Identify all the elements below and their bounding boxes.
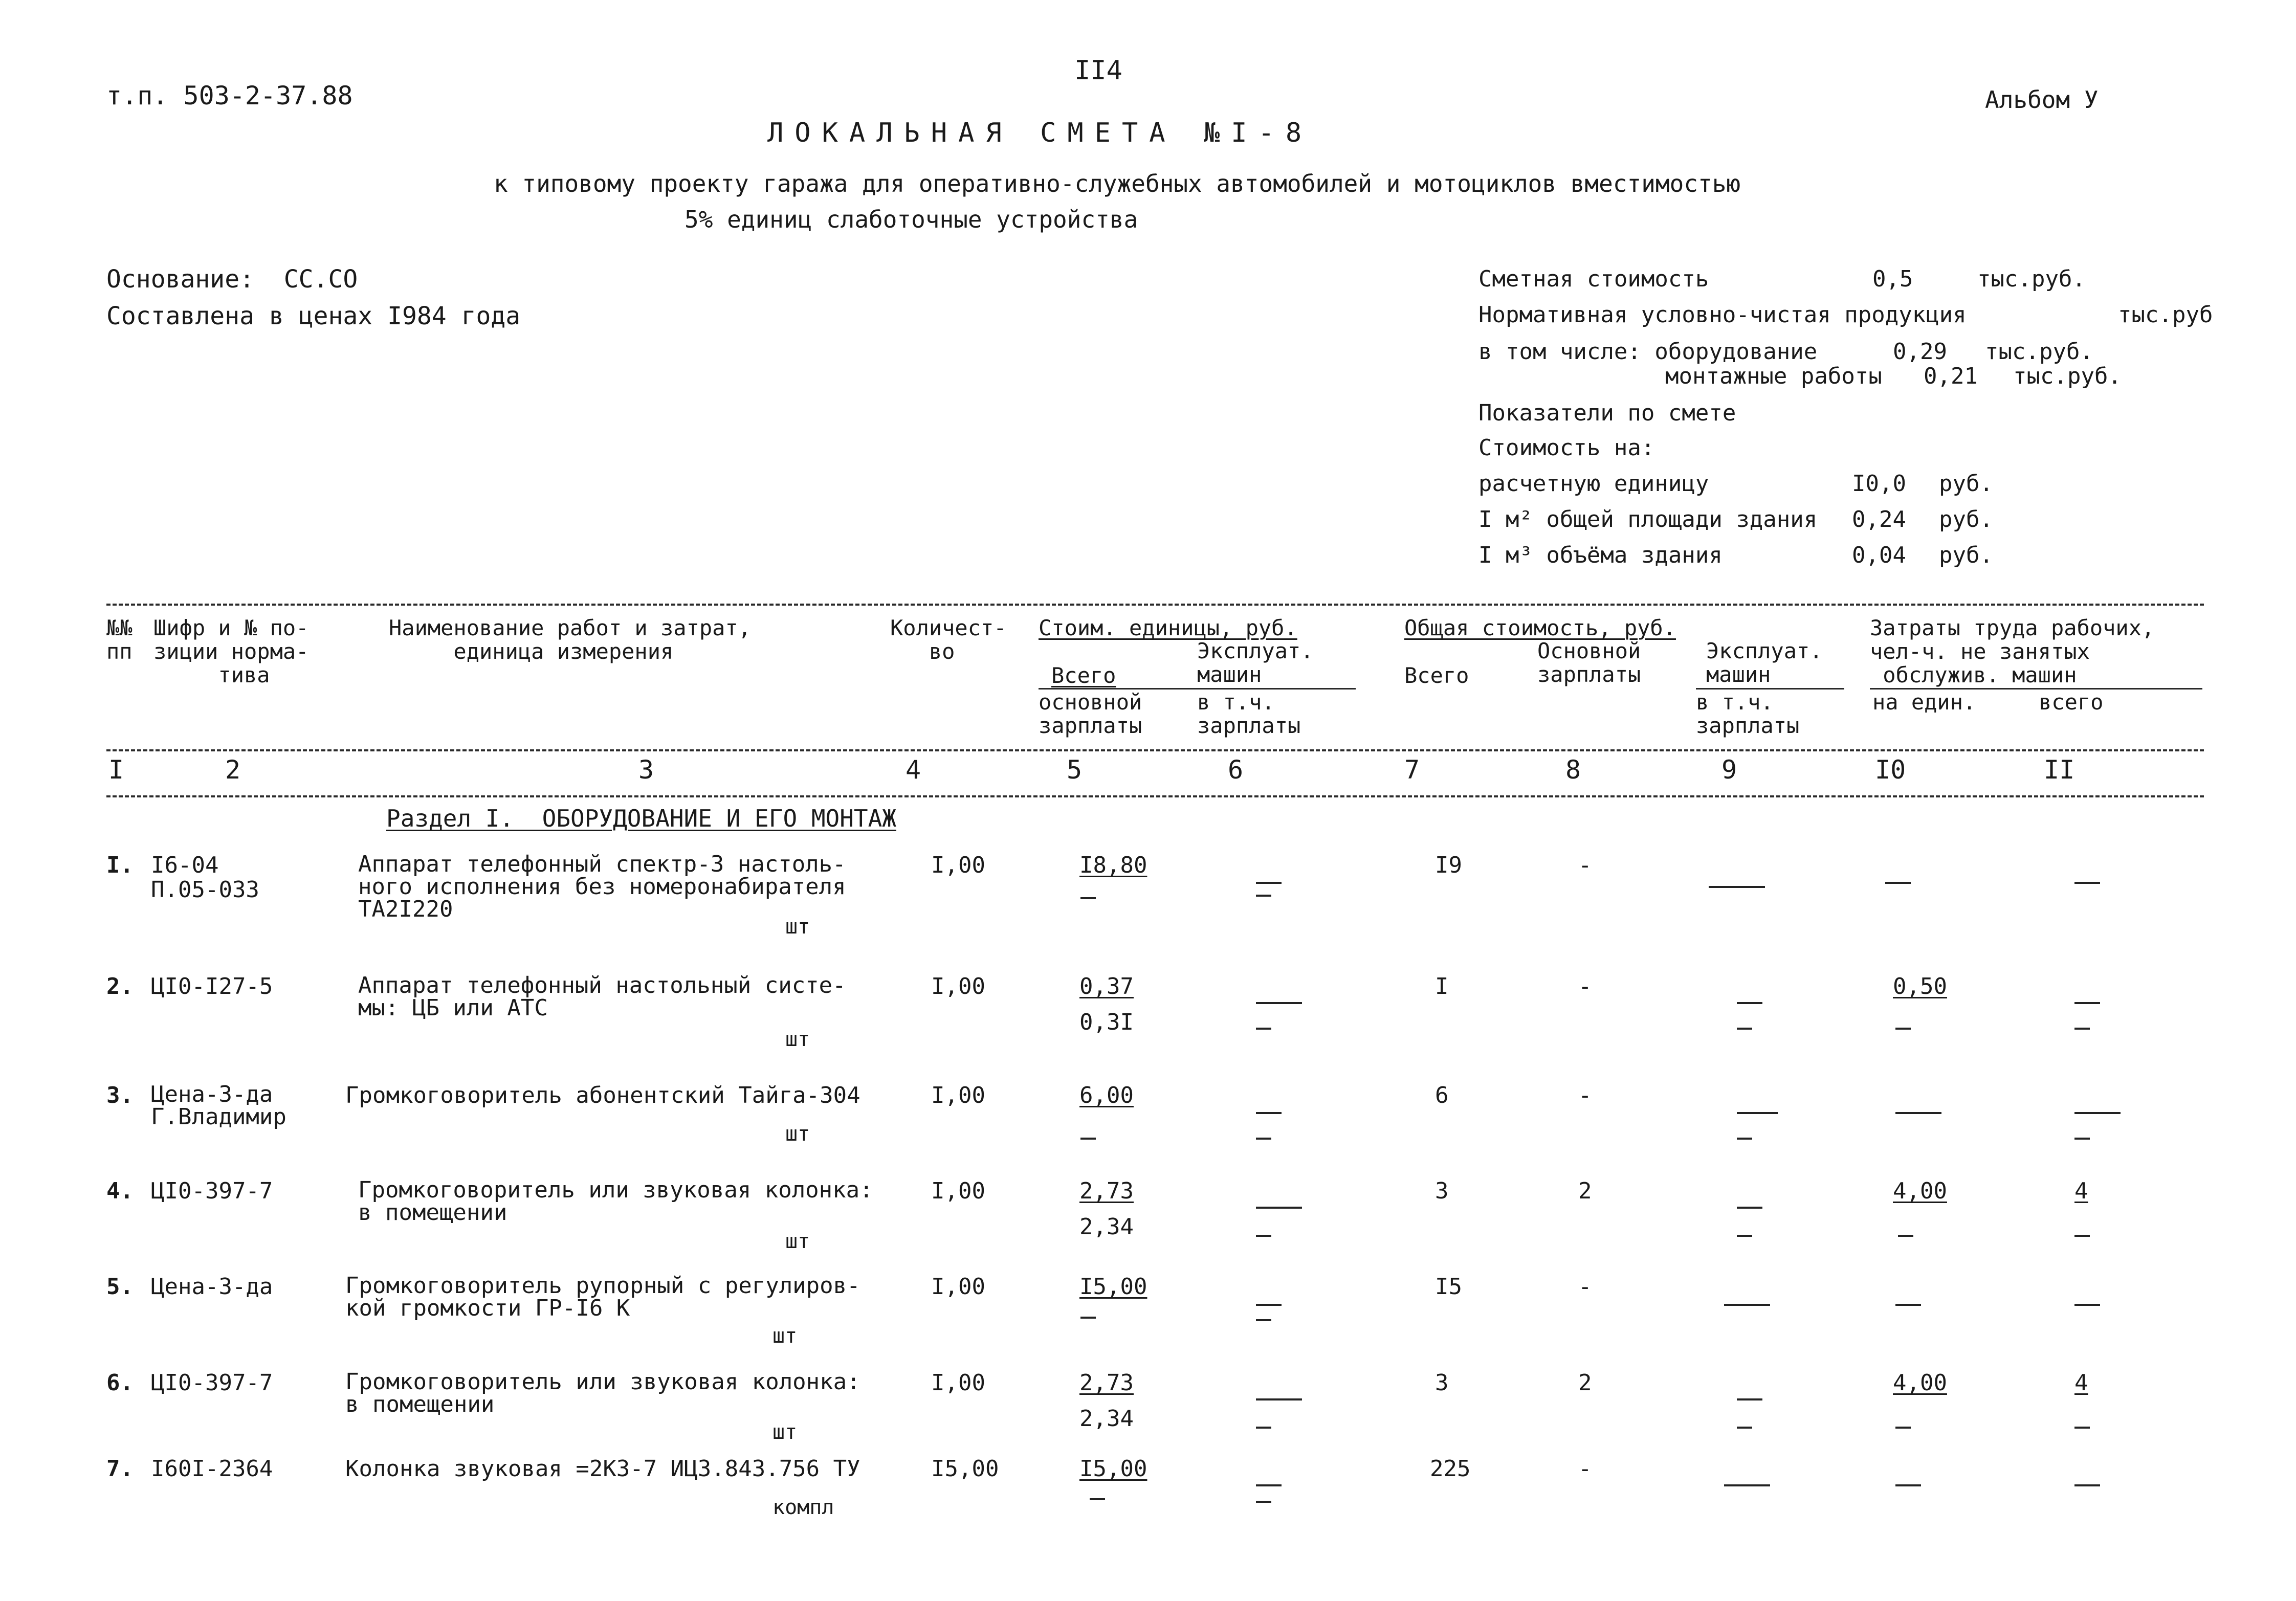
row-name: Колонка звуковая =2КЗ-7 ИЦЗ.843.756 ТУ [345, 1456, 860, 1482]
header-col-8: Основной зарплаты [1537, 638, 1641, 687]
row-name: Аппарат телефонный спектр-3 настоль- ного исполнения без номеронабирателя ТА2I220 [358, 851, 846, 922]
row-total: 225 [1430, 1456, 1471, 1482]
dash-mark [1898, 1217, 1913, 1242]
row-unit: шт [772, 1324, 798, 1348]
row-name: Громкоговоритель абонентский Тайга-304 [345, 1082, 860, 1108]
row-quantity: I,00 [931, 973, 985, 999]
subtitle-line-1: к типовому проекту гаража для оперативно-служебных автомобилей и мотоциклов вместимостью [494, 170, 1741, 197]
row-total: I9 [1435, 852, 1462, 878]
dash-mark [1724, 1467, 1770, 1492]
normative-unit: тыс.руб [2118, 302, 2213, 328]
dash-mark [1737, 1381, 1762, 1406]
dash-mark [1895, 1286, 1921, 1311]
row-total-wages: 2 [1578, 1370, 1592, 1396]
row-quantity: I5,00 [931, 1456, 999, 1482]
dash-mark [1080, 1299, 1096, 1324]
row-code: Цена-3-да [151, 1274, 273, 1300]
numbers-bottom-rule [106, 795, 2204, 797]
row-name: Аппарат телефонный настольный систе- мы: ЦБ или АТС [358, 972, 846, 1021]
column-number: 4 [906, 755, 921, 785]
dash-mark [2074, 1409, 2090, 1434]
per-unit-label: расчетную единицу [1478, 471, 1709, 497]
row-total-wages: 2 [1578, 1178, 1592, 1204]
dash-mark [1256, 1302, 1271, 1326]
dash-mark [1737, 1189, 1762, 1214]
row-unit-cost-total: 2,73 [1079, 1370, 1134, 1396]
estimated-cost-value: 0,5 [1872, 266, 1913, 292]
column-number: 6 [1228, 755, 1244, 785]
dash-mark [1080, 1120, 1096, 1145]
header-col-1: №№ пп [106, 615, 133, 664]
dash-mark [2074, 985, 2100, 1009]
dash-mark [1737, 1095, 1778, 1119]
subtitle-line-2: 5% единиц слаботочные устройства [685, 206, 1138, 233]
estimated-cost-unit: тыс.руб. [1977, 266, 2086, 292]
indicators-label: Показатели по смете [1478, 400, 1736, 426]
column-number: I0 [1875, 755, 1906, 785]
row-total: I [1435, 973, 1449, 999]
dash-mark [1737, 985, 1762, 1009]
header-col-4: Количест- во [890, 615, 1007, 664]
installation-unit: тыс.руб. [2013, 363, 2122, 389]
row-number: 7. [106, 1456, 134, 1482]
row-unit: шт [772, 1420, 798, 1444]
header-col-6-top: Эксплуат. машин [1197, 638, 1314, 687]
dash-mark [2074, 1286, 2100, 1311]
row-total: 6 [1435, 1082, 1449, 1108]
dash-mark [2074, 1467, 2100, 1492]
per-m3-value: 0,04 [1852, 542, 1906, 568]
dash-mark [1895, 1095, 1941, 1119]
row-total-wages: - [1578, 1456, 1592, 1482]
dash-mark [1256, 1120, 1271, 1145]
row-total: 3 [1435, 1370, 1449, 1396]
doc-code: т.п. 503-2-37.88 [106, 81, 353, 110]
dash-mark [1256, 877, 1271, 902]
header-bottom-rule [106, 749, 2204, 751]
row-unit-cost-total: I5,00 [1079, 1274, 1147, 1300]
per-m2-value: 0,24 [1852, 506, 1906, 532]
row-unit-cost-total: I5,00 [1079, 1456, 1147, 1482]
dash-mark [1256, 1381, 1302, 1406]
page-number: II4 [1074, 55, 1122, 86]
dash-mark [1256, 1483, 1271, 1508]
row-total-wages: - [1578, 1274, 1592, 1300]
dash-mark [1090, 1481, 1105, 1505]
dash-mark [2074, 1120, 2090, 1145]
installation-label: монтажные работы [1665, 363, 1882, 389]
row-code: I6-04 П.05-033 [151, 852, 259, 903]
row-unit-cost-total: I8,80 [1079, 852, 1147, 878]
dash-mark [2074, 1095, 2121, 1119]
dash-mark [1724, 1286, 1770, 1311]
header-col-5-6-rule [1039, 688, 1356, 690]
row-quantity: I,00 [931, 1178, 985, 1204]
per-m3-unit: руб. [1939, 542, 1993, 568]
row-quantity: I,00 [931, 1274, 985, 1300]
dash-mark [1737, 1010, 1752, 1035]
column-number: 7 [1404, 755, 1420, 785]
installation-value: 0,21 [1924, 363, 1978, 389]
dash-mark [1895, 1010, 1911, 1035]
including-label: в том числе: оборудование [1478, 339, 1818, 365]
row-code: ЦI0-397-7 [151, 1178, 273, 1204]
dash-mark [1256, 1095, 1282, 1119]
dash-mark [1256, 985, 1302, 1009]
row-name: Громкоговоритель или звуковая колонка: в помещении [345, 1369, 860, 1417]
row-unit-cost-wages: 2,34 [1079, 1214, 1134, 1240]
row-unit: шт [785, 1122, 810, 1146]
header-col-9-rule [1696, 688, 1844, 690]
row-unit-cost-total: 6,00 [1079, 1082, 1134, 1108]
dash-mark [2074, 1010, 2090, 1035]
row-labor-total: 4 [2074, 1178, 2088, 1204]
row-number: 6. [106, 1370, 134, 1396]
dash-mark [1737, 1217, 1752, 1242]
row-labor-per-unit: 4,00 [1893, 1370, 1947, 1396]
header-labor: Затраты труда рабочих, чел-ч. не занятых обслужив. машин [1870, 615, 2155, 688]
dash-mark [1256, 1409, 1271, 1434]
dash-mark [1737, 1120, 1752, 1145]
equipment-unit: тыс.руб. [1985, 339, 2093, 365]
normative-label: Нормативная условно-чистая продукция [1478, 302, 1967, 328]
row-name: Громкоговоритель или звуковая колонка: в помещении [358, 1177, 873, 1226]
row-unit: шт [785, 1230, 810, 1253]
row-quantity: I,00 [931, 1082, 985, 1108]
column-number: 5 [1067, 755, 1083, 785]
dash-mark [1737, 1409, 1752, 1434]
section-title: Раздел I. ОБОРУДОВАНИЕ И ЕГО МОНТАЖ [386, 805, 896, 832]
row-name: Громкоговоритель рупорный с регулиров- кой громкости ГР-I6 К [345, 1273, 860, 1321]
estimated-cost-label: Сметная стоимость [1478, 266, 1709, 292]
row-unit-cost-wages: 0,3I [1079, 1009, 1134, 1035]
column-number: 8 [1565, 755, 1581, 785]
row-total-wages: - [1578, 852, 1592, 878]
per-unit-value: I0,0 [1852, 471, 1906, 497]
row-unit: компл [772, 1496, 834, 1519]
header-col-9-top: Эксплуат. машин [1706, 638, 1823, 687]
cost-on-label: Стоимость на: [1478, 435, 1655, 461]
row-labor-per-unit: 4,00 [1893, 1178, 1947, 1204]
basis: Основание: СС.СО [106, 265, 358, 294]
column-number: 9 [1721, 755, 1737, 785]
header-col-6-bottom: в т.ч. зарплаты [1197, 690, 1301, 739]
column-number: 3 [638, 755, 654, 785]
column-number: I [108, 755, 124, 785]
row-unit: шт [785, 915, 810, 939]
per-m2-label: I м² общей площади здания [1478, 506, 1818, 532]
row-number: 2. [106, 973, 134, 999]
table-top-rule [106, 604, 2204, 606]
row-total: 3 [1435, 1178, 1449, 1204]
header-col-11: всего [2039, 690, 2104, 715]
row-unit: шт [785, 1028, 810, 1051]
dash-mark [1256, 1010, 1271, 1035]
row-number: 5. [106, 1274, 134, 1300]
per-m3-label: I м³ объёма здания [1478, 542, 1723, 568]
dash-mark [1256, 1217, 1271, 1242]
row-number: 4. [106, 1178, 134, 1204]
row-total-wages: - [1578, 1082, 1592, 1108]
price-base: Составлена в ценах I984 года [106, 302, 521, 330]
header-col-5-bottom: основной зарплаты [1039, 690, 1142, 739]
row-code: ЦI0-397-7 [151, 1370, 273, 1396]
row-code: Цена-3-да Г.Владимир [151, 1081, 286, 1130]
header-total-cost: Общая стоимость, руб. [1404, 615, 1676, 640]
per-unit-unit: руб. [1939, 471, 1993, 497]
header-col-3: Наименование работ и затрат, единица измерения [389, 615, 752, 664]
row-labor-per-unit: 0,50 [1893, 973, 1947, 999]
row-code: ЦI0-I27-5 [151, 973, 273, 999]
per-m2-unit: руб. [1939, 506, 1993, 532]
dash-mark [1885, 864, 1911, 889]
dash-mark [1080, 880, 1096, 904]
dash-mark [1256, 1189, 1302, 1214]
header-col-7: Всего [1404, 663, 1469, 688]
album-label: Альбом У [1985, 86, 2099, 114]
row-total: I5 [1435, 1274, 1462, 1300]
header-col-10: на един. [1872, 690, 1976, 715]
header-col-5-top: Всего [1051, 663, 1116, 688]
column-number: 2 [225, 755, 241, 785]
row-unit-cost-wages: 2,34 [1079, 1406, 1134, 1432]
row-number: 3. [106, 1082, 134, 1108]
dash-mark [2074, 864, 2100, 889]
row-quantity: I,00 [931, 852, 985, 878]
dash-mark [1895, 1409, 1911, 1434]
dash-mark [1895, 1467, 1921, 1492]
header-col-9-bottom: в т.ч. зарплаты [1696, 690, 1800, 739]
row-unit-cost-total: 2,73 [1079, 1178, 1134, 1204]
row-labor-total: 4 [2074, 1370, 2088, 1396]
equipment-value: 0,29 [1893, 339, 1947, 365]
dash-mark [1709, 869, 1765, 893]
header-unit-cost: Стоим. единицы, руб. [1039, 615, 1297, 640]
row-number: I. [106, 852, 134, 878]
page-title: ЛОКАЛЬНАЯ СМЕТА №I-8 [767, 118, 1313, 148]
row-code: I60I-2364 [151, 1456, 273, 1482]
column-number: II [2044, 755, 2075, 785]
row-quantity: I,00 [931, 1370, 985, 1396]
row-unit-cost-total: 0,37 [1079, 973, 1134, 999]
header-col-2: Шифр и № по- зиции норма- тива [153, 615, 309, 688]
row-total-wages: - [1578, 973, 1592, 999]
dash-mark [2074, 1217, 2090, 1242]
